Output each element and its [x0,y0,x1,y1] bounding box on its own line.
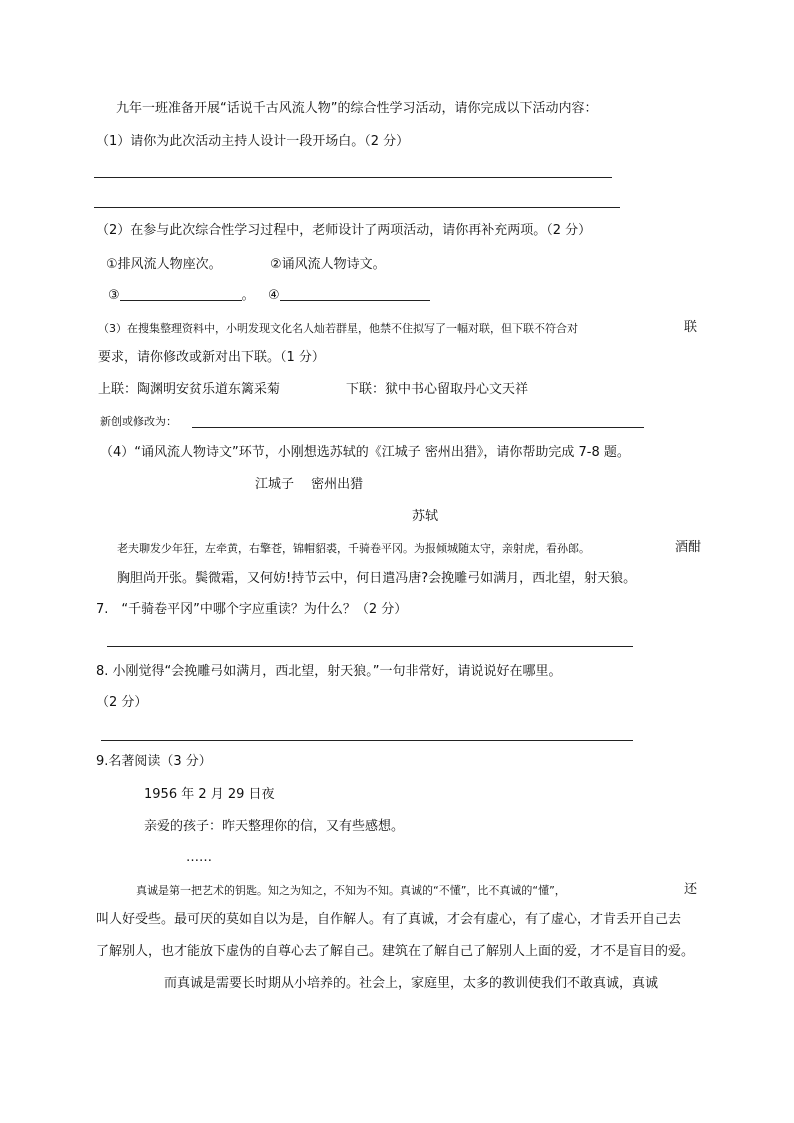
question-8-score: （2 分） [96,695,148,710]
letter-para-1-line-1: 真诚是第一把艺术的钥匙。知之为知之，不知为不知。真诚的“不懂”，比不真诚的“懂”， [136,884,566,897]
letter-para-1-line-2: 叫人好受些。最可厌的莫如自以为是，自作解人。有了真诚，才会有虚心，有了虚心，才肯丢开自己去 [96,912,682,927]
activity-4-num: ④ [268,288,280,303]
activity-2: ②诵风流人物诗文。 [270,257,386,272]
letter-greeting: 亲爱的孩子：昨天整理你的信，又有些感想。 [144,819,405,834]
activity-4-blank[interactable] [280,300,430,301]
activity-3-row [108,288,255,304]
question-3-line-1-tail: 联 [684,320,698,335]
question-3-line-1: （3）在搜集整理资料中，小明发现文化名人灿若群星，他禁不住拟写了一幅对联，但下联不符合对 [98,322,578,335]
question-4: （4）“诵风流人物诗文”环节，小刚想选苏轼的《江城子 密州出猎》，请你帮助完成 7-8 题。 [100,445,630,460]
activity-3-blank[interactable] [120,300,242,301]
question-2: （2）在参与此次综合性学习过程中，老师设计了两项活动，请你再补充两项。（2 分） [96,223,592,238]
letter-para-2-line-1: 而真诚是需要长时期从小培养的。社会上，家庭里，太多的教训使我们不敢真诚，真诚 [164,976,659,991]
poem-title: 江城子 密州出猎 [255,477,364,492]
poem-line-1: 老夫聊发少年狂，左牵黄，右擎苍，锦帽貂裘，千骑卷平冈。为报倾城随太守，亲射虎，看孙郎。 [117,542,590,555]
activity-4-row [268,288,430,304]
couplet-lower: 下联：狱中书心留取丹心文天祥 [346,382,529,397]
letter-para-1-line-1-tail: 还 [684,882,698,897]
question-9: 9.名著阅读（3 分） [96,754,212,769]
question-3-line-2: 要求，请你修改或新对出下联。（1 分） [98,350,325,365]
activity-3-end: 。 [241,288,255,303]
answer-line-8[interactable] [101,740,633,741]
activity-1: ①排风流人物座次。 [106,257,222,272]
question-7: 7. “千骑卷平冈”中哪个字应重读？为什么？（2 分） [96,602,408,617]
intro-text: 九年一班准备开展“话说千古风流人物”的综合性学习活动，请你完成以下活动内容： [116,101,598,116]
question-8: 8. 小刚觉得“会挽雕弓如满月，西北望，射天狼。”一句非常好，请说说好在哪里。 [96,664,562,679]
couplet-upper: 上联：陶渊明安贫乐道东篱采菊 [98,382,281,397]
letter-date: 1956 年 2 月 29 日夜 [144,787,275,802]
new-couplet-answer-line[interactable] [192,427,644,428]
poem-line-2: 胸胆尚开张。鬓微霜，又何妨!持节云中，何日遣冯唐?会挽雕弓如满月，西北望，射天狼。 [117,571,637,586]
answer-line-1b[interactable] [94,207,620,208]
answer-line-1a[interactable] [94,177,612,178]
answer-line-7[interactable] [107,646,633,647]
letter-ellipsis: …… [186,850,212,865]
poem-line-1-tail: 酒酣 [675,540,702,555]
letter-para-1-line-3: 了解别人，也才能放下虚伪的自尊心去了解自己。建筑在了解自己了解别人上面的爱，才不是盲目的爱。 [96,944,695,959]
poem-author: 苏轼 [412,509,439,524]
activity-3-num: ③ [108,288,120,303]
new-couplet-label: 新创或修改为： [100,415,177,428]
question-1: （1）请你为此次活动主持人设计一段开场白。（2 分） [96,134,410,149]
